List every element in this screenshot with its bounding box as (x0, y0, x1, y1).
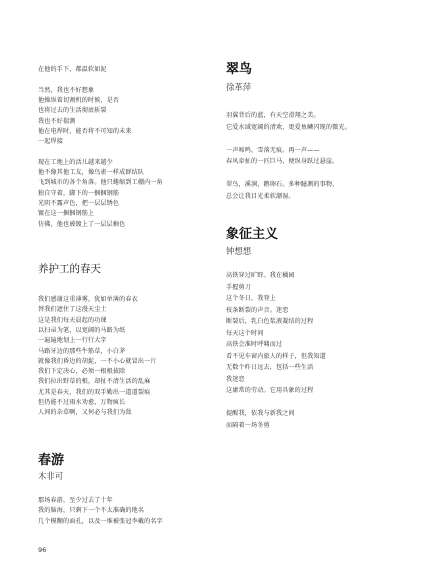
poem-line: 提醒我，依我与新我之间 (226, 410, 295, 417)
page-number: 96 (38, 546, 47, 554)
poem-line: 断裂后，乳白色浆液凝结的过程 (226, 318, 314, 325)
poem-line: 就像我们昏边的胡髭，一不小心就冒出一片 (38, 357, 157, 365)
poem-line: 高铁穿过旷野。我在橘园 (226, 272, 295, 279)
poem-line: 那场春游，至少过去了十年 (38, 497, 113, 504)
poem-line: 现在工地上的活儿越来越少 (38, 158, 113, 166)
poem-line: 他操纵着切割机的时候，是否 (38, 96, 120, 104)
poem-line: 而隔着一场冬剪 (226, 421, 270, 429)
poem-line: 我的脑海，只剩下一个不太准确的地名 (38, 507, 145, 515)
poem-title-cuiniao: 翠鸟 (226, 62, 253, 77)
poem-line: 在他的手下，都温软如泥 (38, 66, 107, 73)
poem-line: 我迷恋 (226, 375, 245, 383)
poem-line: 这个冬日，我登上 (226, 295, 276, 302)
poem-author-xiangzheng: 钟想想 (226, 246, 252, 256)
poem-line: 羽翼背后的蓝，有天空滑翔之美。 (226, 112, 320, 119)
poem-line: 高铁会准时呼啸而过 (226, 341, 283, 348)
poem-line: 尤其是春天，我们的双手勤出一道道裂痕 (38, 388, 151, 396)
poem-line: 替我们遮住了这漫天尘土 (38, 306, 107, 314)
poem-line: 但仍能不过雨水劝愈，万物疯长 (38, 399, 126, 406)
poem-line: 总会让我目光柔软潮湿。 (226, 192, 295, 200)
poem-line: 他在电焊时，能否将不可知的未来 (38, 127, 132, 135)
poem-author-chunyou: 木非可 (38, 471, 64, 481)
poem-line: 我们下定决心，必须一根根拔除 (38, 368, 126, 376)
poem-line: 马路牙边的那些牛筋草，小白茅 (38, 347, 126, 355)
poem-line: 它爱水域宽阔的清欢，更爱鱼鳞闪现的微光。 (226, 123, 351, 131)
poem-line: 一遍遍地划上一行行大字 (38, 337, 107, 345)
poem-line: 以扫帚为笔，以宽阔的马路为纸 (38, 326, 126, 334)
poem-line: 独自守着，脚下的一捆捆钢筋 (38, 189, 120, 197)
poem-title-xiangzheng: 象征主义 (226, 227, 279, 242)
poem-line: 光阴不露声色，把一层层锈色 (38, 199, 120, 207)
poem-line: 无数个昨日远去，包括一些生活 (226, 364, 314, 371)
poem-line: 这庸常的劳动。它用具象的过程 (226, 387, 314, 394)
poem-author-cuiniao: 徐革萍 (226, 82, 252, 92)
poem-line: 也将过去的生活彻底斩裂 (38, 107, 107, 115)
poem-line: 我也不好揣测 (38, 117, 76, 125)
poem-line: 看不见车窗内旅人的样子，但我知道 (226, 352, 326, 360)
poem-line: 手握剪刀 (226, 283, 251, 291)
poem-line: 几个模糊的面孔，以及一堆被张冠李戴的名字 (38, 517, 163, 525)
poem-line: 镀在这一捆捆钢筋上 (38, 210, 95, 218)
poem-line: 一起焊接 (38, 138, 63, 146)
poem-line: 仿佛，他也被镀上了一层层釉色 (38, 220, 126, 228)
poem-line: 这是我们每天晨起的功课 (38, 316, 107, 324)
poem-line: 人间的杂草啊，又何必与我们为敌 (38, 409, 132, 417)
poem-line: 飞到城市的各个角落。他只蜷缩到工棚内一角 (38, 179, 163, 187)
poem-title-yanghu: 养护工的春天 (38, 263, 101, 275)
poem-line: 我们拉出野草的根，却扯不清生活的乱麻 (38, 378, 151, 386)
poem-line: 春风牵扯的一匹巨马，便纵身跃过悬崖。 (226, 158, 339, 165)
poem-title-chunyou: 春游 (38, 453, 65, 468)
poem-line: 每天这个时间 (226, 329, 264, 337)
poem-line: 翠鸟，溪涧，鹅卵石。多种臆测的事物， (226, 181, 339, 188)
poem-line: 一声啼鸣，雪落无痕。再一声—— (226, 146, 320, 154)
poem-line: 我们感谢这重薄雾，犹如单薄的春衣 (38, 296, 138, 303)
poem-line: 他不像其他工友，像鸟雀一样成群结队 (38, 169, 145, 176)
poem-line: 枝条断裂的声音。迷恋 (226, 306, 289, 314)
poem-line: 当然，我也不好想象 (38, 86, 95, 94)
